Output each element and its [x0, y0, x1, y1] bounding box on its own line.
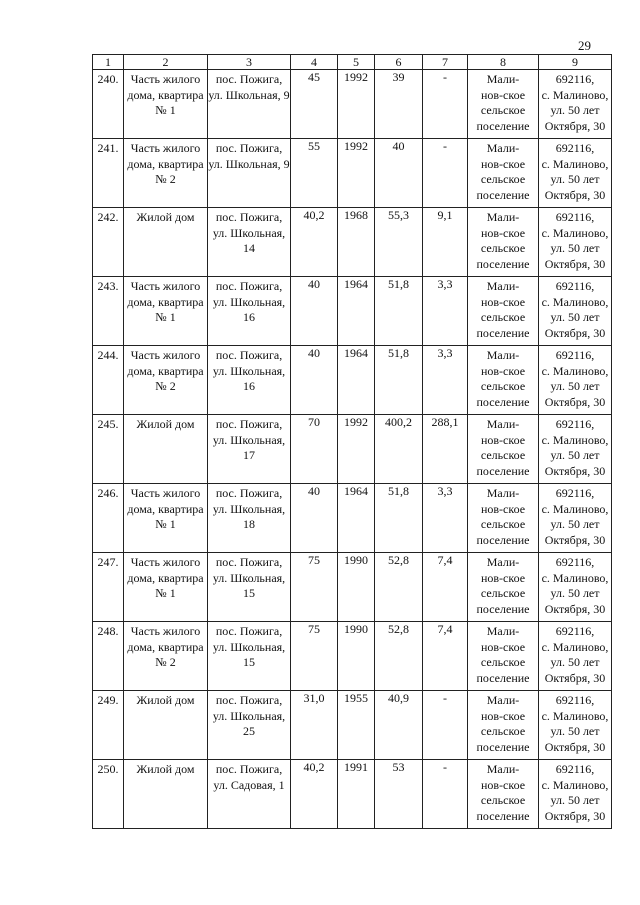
year-cell: 1992: [338, 139, 375, 208]
year-cell: 1990: [338, 622, 375, 691]
table-row: [93, 622, 612, 691]
column-6-cell: 51,8: [375, 484, 423, 553]
year-cell: 1964: [338, 346, 375, 415]
column-4-cell: 40,2: [291, 760, 338, 829]
column-6-cell: 51,8: [375, 277, 423, 346]
object-name-cell: Часть жилого дома, квартира № 1: [124, 277, 208, 346]
year-cell: 1968: [338, 208, 375, 277]
settlement-cell: Мали- нов-ское сельское поселение: [468, 277, 539, 346]
table-row: [93, 346, 612, 415]
object-name-cell: Часть жилого дома, квартира № 1: [124, 553, 208, 622]
column-6-cell: 51,8: [375, 346, 423, 415]
header-cell: 3: [208, 55, 291, 70]
header-cell: 9: [539, 55, 612, 70]
column-6-cell: 40: [375, 139, 423, 208]
settlement-cell: Мали- нов-ское сельское поселение: [468, 139, 539, 208]
header-cell: 8: [468, 55, 539, 70]
address-cell: пос. Пожига, ул. Школьная, 15: [208, 553, 291, 622]
row-number-cell: 247.: [93, 553, 124, 622]
settlement-cell: Мали- нов-ское сельское поселение: [468, 553, 539, 622]
year-cell: 1991: [338, 760, 375, 829]
object-name-cell: Жилой дом: [124, 691, 208, 760]
table-row: [93, 139, 612, 208]
column-7-cell: -: [423, 139, 468, 208]
column-6-cell: 53: [375, 760, 423, 829]
postal-address-cell: 692116, с. Малиново, ул. 50 лет Октября, 30: [539, 70, 612, 139]
row-number-cell: 240.: [93, 70, 124, 139]
row-number-cell: 248.: [93, 622, 124, 691]
table-row: [93, 415, 612, 484]
address-cell: пос. Пожига, ул. Школьная, 25: [208, 691, 291, 760]
column-4-cell: 40: [291, 277, 338, 346]
table-row: [93, 277, 612, 346]
settlement-cell: Мали- нов-ское сельское поселение: [468, 484, 539, 553]
address-cell: пос. Пожига, ул. Школьная, 16: [208, 277, 291, 346]
column-7-cell: 3,3: [423, 277, 468, 346]
year-cell: 1990: [338, 553, 375, 622]
row-number-cell: 249.: [93, 691, 124, 760]
column-7-cell: 7,4: [423, 622, 468, 691]
object-name-cell: Часть жилого дома, квартира № 1: [124, 484, 208, 553]
table-row: [93, 553, 612, 622]
year-cell: 1964: [338, 277, 375, 346]
object-name-cell: Часть жилого дома, квартира № 2: [124, 139, 208, 208]
table-row: [93, 760, 612, 829]
column-7-cell: -: [423, 760, 468, 829]
column-7-cell: -: [423, 70, 468, 139]
column-4-cell: 70: [291, 415, 338, 484]
address-cell: пос. Пожига, ул. Школьная, 9: [208, 70, 291, 139]
column-4-cell: 75: [291, 553, 338, 622]
row-number-cell: 245.: [93, 415, 124, 484]
address-cell: пос. Пожига, ул. Садовая, 1: [208, 760, 291, 829]
postal-address-cell: 692116, с. Малиново, ул. 50 лет Октября, 30: [539, 346, 612, 415]
address-cell: пос. Пожига, ул. Школьная, 18: [208, 484, 291, 553]
column-4-cell: 31,0: [291, 691, 338, 760]
object-name-cell: Часть жилого дома, квартира № 2: [124, 346, 208, 415]
table-row: [93, 208, 612, 277]
column-4-cell: 75: [291, 622, 338, 691]
page-number: 29: [578, 38, 591, 53]
header-cell: 4: [291, 55, 338, 70]
year-cell: 1992: [338, 70, 375, 139]
settlement-cell: Мали- нов-ское сельское поселение: [468, 622, 539, 691]
property-registry-table: [92, 54, 612, 829]
column-7-cell: 3,3: [423, 346, 468, 415]
column-6-cell: 55,3: [375, 208, 423, 277]
object-name-cell: Часть жилого дома, квартира № 1: [124, 70, 208, 139]
postal-address-cell: 692116, с. Малиново, ул. 50 лет Октября, 30: [539, 139, 612, 208]
object-name-cell: Жилой дом: [124, 760, 208, 829]
year-cell: 1955: [338, 691, 375, 760]
row-number-cell: 243.: [93, 277, 124, 346]
postal-address-cell: 692116, с. Малиново, ул. 50 лет Октября, 30: [539, 277, 612, 346]
table-header-row: [93, 55, 612, 70]
postal-address-cell: 692116, с. Малиново, ул. 50 лет Октября, 30: [539, 691, 612, 760]
settlement-cell: Мали- нов-ское сельское поселение: [468, 691, 539, 760]
postal-address-cell: 692116, с. Малиново, ул. 50 лет Октября, 30: [539, 415, 612, 484]
object-name-cell: Жилой дом: [124, 208, 208, 277]
column-7-cell: 288,1: [423, 415, 468, 484]
row-number-cell: 246.: [93, 484, 124, 553]
settlement-cell: Мали- нов-ское сельское поселение: [468, 208, 539, 277]
address-cell: пос. Пожига, ул. Школьная, 16: [208, 346, 291, 415]
postal-address-cell: 692116, с. Малиново, ул. 50 лет Октября, 30: [539, 622, 612, 691]
settlement-cell: Мали- нов-ское сельское поселение: [468, 415, 539, 484]
column-4-cell: 55: [291, 139, 338, 208]
column-4-cell: 40,2: [291, 208, 338, 277]
column-6-cell: 400,2: [375, 415, 423, 484]
row-number-cell: 244.: [93, 346, 124, 415]
settlement-cell: Мали- нов-ское сельское поселение: [468, 760, 539, 829]
address-cell: пос. Пожига, ул. Школьная, 9: [208, 139, 291, 208]
header-cell: 5: [338, 55, 375, 70]
column-7-cell: 9,1: [423, 208, 468, 277]
settlement-cell: Мали- нов-ское сельское поселение: [468, 346, 539, 415]
column-7-cell: 7,4: [423, 553, 468, 622]
header-cell: 7: [423, 55, 468, 70]
postal-address-cell: 692116, с. Малиново, ул. 50 лет Октября, 30: [539, 484, 612, 553]
column-4-cell: 45: [291, 70, 338, 139]
column-4-cell: 40: [291, 484, 338, 553]
column-6-cell: 40,9: [375, 691, 423, 760]
header-cell: 6: [375, 55, 423, 70]
header-cell: 2: [124, 55, 208, 70]
object-name-cell: Жилой дом: [124, 415, 208, 484]
header-cell: 1: [93, 55, 124, 70]
table-row: [93, 70, 612, 139]
column-4-cell: 40: [291, 346, 338, 415]
column-7-cell: -: [423, 691, 468, 760]
address-cell: пос. Пожига, ул. Школьная, 15: [208, 622, 291, 691]
postal-address-cell: 692116, с. Малиново, ул. 50 лет Октября, 30: [539, 553, 612, 622]
address-cell: пос. Пожига, ул. Школьная, 17: [208, 415, 291, 484]
table-row: [93, 691, 612, 760]
row-number-cell: 242.: [93, 208, 124, 277]
row-number-cell: 250.: [93, 760, 124, 829]
object-name-cell: Часть жилого дома, квартира № 2: [124, 622, 208, 691]
row-number-cell: 241.: [93, 139, 124, 208]
column-6-cell: 39: [375, 70, 423, 139]
year-cell: 1964: [338, 484, 375, 553]
postal-address-cell: 692116, с. Малиново, ул. 50 лет Октября, 30: [539, 208, 612, 277]
column-6-cell: 52,8: [375, 553, 423, 622]
column-7-cell: 3,3: [423, 484, 468, 553]
address-cell: пос. Пожига, ул. Школьная, 14: [208, 208, 291, 277]
year-cell: 1992: [338, 415, 375, 484]
postal-address-cell: 692116, с. Малиново, ул. 50 лет Октября, 30: [539, 760, 612, 829]
table-row: [93, 484, 612, 553]
column-6-cell: 52,8: [375, 622, 423, 691]
settlement-cell: Мали- нов-ское сельское поселение: [468, 70, 539, 139]
